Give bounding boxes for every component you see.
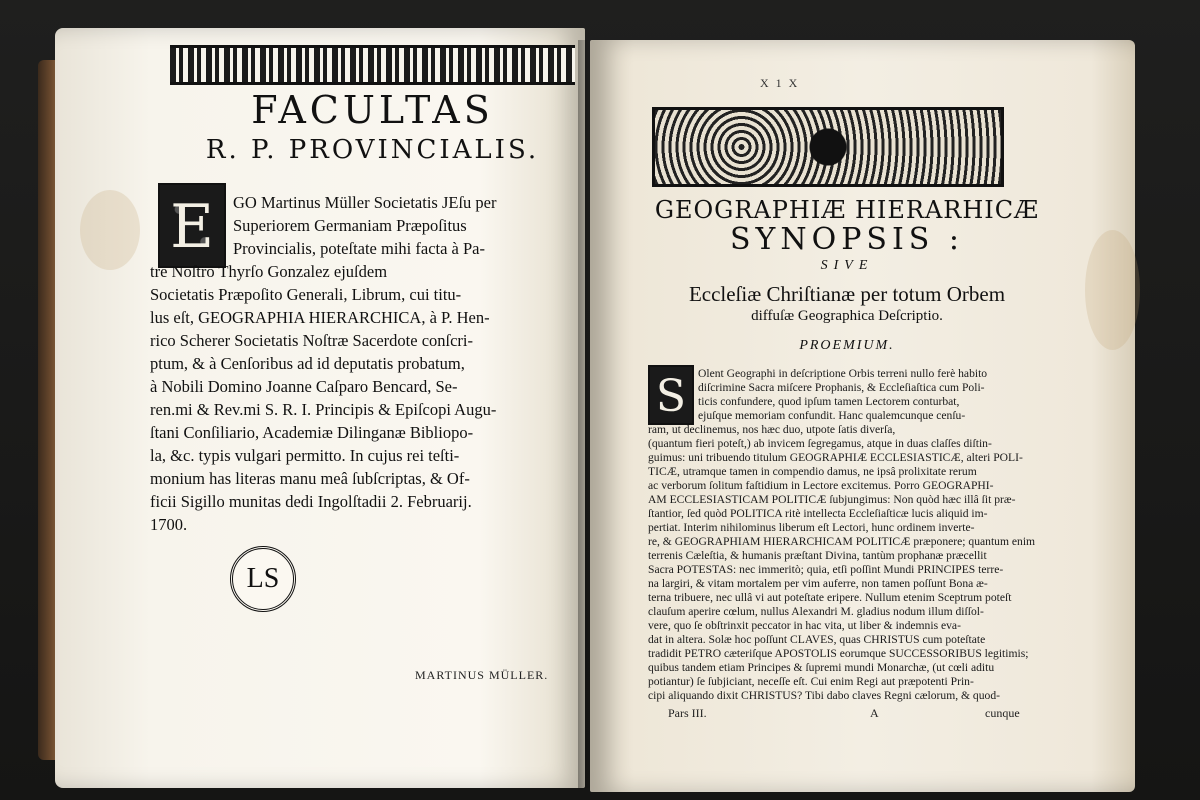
- left-text-line: ren.mi & Rev.mi S. R. I. Principis & Epiſcopi Augu-: [150, 400, 497, 419]
- footer-catchword: cunque: [985, 706, 1020, 720]
- left-title: FACULTAS: [251, 88, 494, 132]
- right-text-line: cipi aliquando dixit CHRISTUS? Tibi dabo claves Regni cælorum, & quod-: [648, 689, 1000, 702]
- right-text-line: dat in altera. Solæ hoc poſſunt CLAVES, quas CHRISTUS cum poteſtate: [648, 633, 986, 646]
- right-text-line: terna tribuere, nec ullâ vi aut poteſtate eripere. Nullum etenim Sceptrum poteſt: [648, 591, 1012, 604]
- left-text-line: ſtani Conſiliario, Academiæ Dilinganæ Bibliopo-: [150, 423, 474, 442]
- left-text-line: lus eſt, GEOGRAPHIA HIERARCHICA, à P. Hen-: [150, 308, 490, 327]
- left-text-line: monium has literas manu meâ ſubſcriptas, & Of-: [150, 469, 470, 488]
- left-text-line: ptum, & à Cenſoribus ad id deputatis probatum,: [150, 354, 465, 373]
- right-subtitle-line2: diffuſæ Geographica Deſcriptio.: [751, 308, 943, 324]
- right-title-line1: GEOGRAPHIÆ HIERARHICÆ: [654, 196, 1040, 224]
- left-text-line: Provincialis, poteſtate mihi facta à Pa-: [233, 239, 486, 258]
- right-text-line: tradidit PETRO cæteriſque APOSTOLIS eorumque SUCCESSORIBUS legitimis;: [648, 647, 1029, 660]
- water-stain: [80, 190, 140, 270]
- right-text-line: ticis confundere, quod ipſum tamen Lectorem conturbat,: [698, 395, 960, 408]
- right-text-line: ejuſque memoriam confundit. Hanc qualemcunque cenſu-: [698, 409, 966, 422]
- left-text-line: à Nobili Domino Joanne Caſparo Bencard, Se-: [150, 377, 458, 396]
- right-text-line: ac verborum ſolitum faſtidium in Lectore excitemus. Porro GEOGRAPHI-: [648, 479, 994, 492]
- left-text-line: rico Scherer Societatis Noſtræ Sacerdote conſcri-: [150, 331, 474, 350]
- right-text-line: quibus tandem etiam Principes & ſupremi mundi Monarchæ, (ut cœli aditu: [648, 661, 995, 674]
- left-text-line: GO Martinus Müller Societatis JEſu per: [233, 193, 497, 212]
- left-text-line: Superiorem Germaniam Præpoſitus: [233, 216, 467, 235]
- sive-label: SIVE: [820, 258, 874, 273]
- right-text-line: Sacra POTESTAS: nec immeritò; quia, etſi poſſint Mundi PRINCIPES terre-: [648, 563, 1004, 576]
- proemium-heading: PROEMIUM.: [799, 338, 895, 353]
- ornament-band: [170, 45, 575, 85]
- footer-letter: A: [870, 706, 879, 720]
- footer-signature-mark: Pars III.: [668, 706, 707, 720]
- signature: MARTINUS MÜLLER.: [415, 668, 549, 682]
- right-text-line: terrenis Cæleſtia, & humanis præſtant Divina, tantùm prophanæ præcellit: [648, 549, 987, 562]
- right-text-line: pertiat. Interim nihilominus liberum eſt Lectori, hunc ordinem inverte-: [648, 521, 975, 534]
- right-text-line: (quantum fieri poteſt,) ab invicem ſegregamus, atque in duas claſſes diſtin-: [648, 437, 992, 450]
- right-text-line: ſtantior, ſed quòd POLITICA ritè intellecta Eccleſiaſticæ lucis aliquid im-: [648, 507, 988, 520]
- right-text-line: re, & GEOGRAPHIAM HIERARCHICAM POLITICÆ præponere; quantum enim: [648, 535, 1036, 548]
- right-text-line: na largiri, & vitam mortalem per vim auferre, non tamen poſſunt Bona æ-: [648, 577, 988, 590]
- left-text-line: 1700.: [150, 515, 188, 534]
- right-text-line: potiantur) ſe ſubjiciant, neceſſe eſt. Cui enim Regi aut præpotenti Prin-: [648, 675, 974, 688]
- seal-stamp: LS: [230, 546, 296, 612]
- left-text-line: la, &c. typis vulgari permitto. In cujus rei teſti-: [150, 446, 460, 465]
- left-subtitle: R. P. PROVINCIALIS.: [205, 135, 540, 165]
- drop-cap-e: E: [158, 183, 226, 268]
- right-text-line: TICÆ, utramque tamen in compendio damus, ne ipsâ prolixitate rerum: [648, 465, 977, 478]
- right-text-line: AM ECCLESIASTICAM POLITICÆ ſubjungimus: Non quòd hæc illâ ſit præ-: [648, 493, 1016, 506]
- water-stain: [1085, 230, 1140, 350]
- right-text-line: ram, ut declinemus, nos hæc duo, utpote ſatis diverſa,: [648, 423, 896, 436]
- right-title-line2: SYNOPSIS :: [730, 222, 964, 257]
- right-text-line: diſcrimine Sacra miſcere Prophanis, & Eccleſiaſtica cum Poli-: [698, 381, 985, 394]
- page-header: X 1 X: [760, 76, 800, 90]
- left-text-line: ficii Sigillo munitas dedi Ingolſtadii 2. Februarij.: [150, 492, 472, 511]
- right-text-line: guimus: uni tribuendo titulum GEOGRAPHIÆ ECCLESIASTICÆ, alteri POLI-: [648, 451, 1023, 464]
- left-text-line: Societatis Præpoſito Generali, Librum, cui titu-: [150, 285, 462, 304]
- left-text-line: tre Noſtro Thyrſo Gonzalez ejuſdem: [150, 262, 388, 281]
- ornament-headpiece: [652, 107, 1004, 187]
- right-text-line: vere, quo ſe obſtrinxit peccator in hac vita, ut liber & indemnis eva-: [648, 619, 961, 632]
- right-text-line: Olent Geographi in deſcriptione Orbis terreni nullo ferè habito: [698, 367, 988, 380]
- drop-cap-s: S: [648, 365, 694, 425]
- right-subtitle-line1: Eccleſiæ Chriſtianæ per totum Orbem: [688, 282, 1006, 306]
- right-text-line: clauſum aperire cœlum, nullus Alexandri M. gladius nodum illum diſſol-: [648, 605, 984, 618]
